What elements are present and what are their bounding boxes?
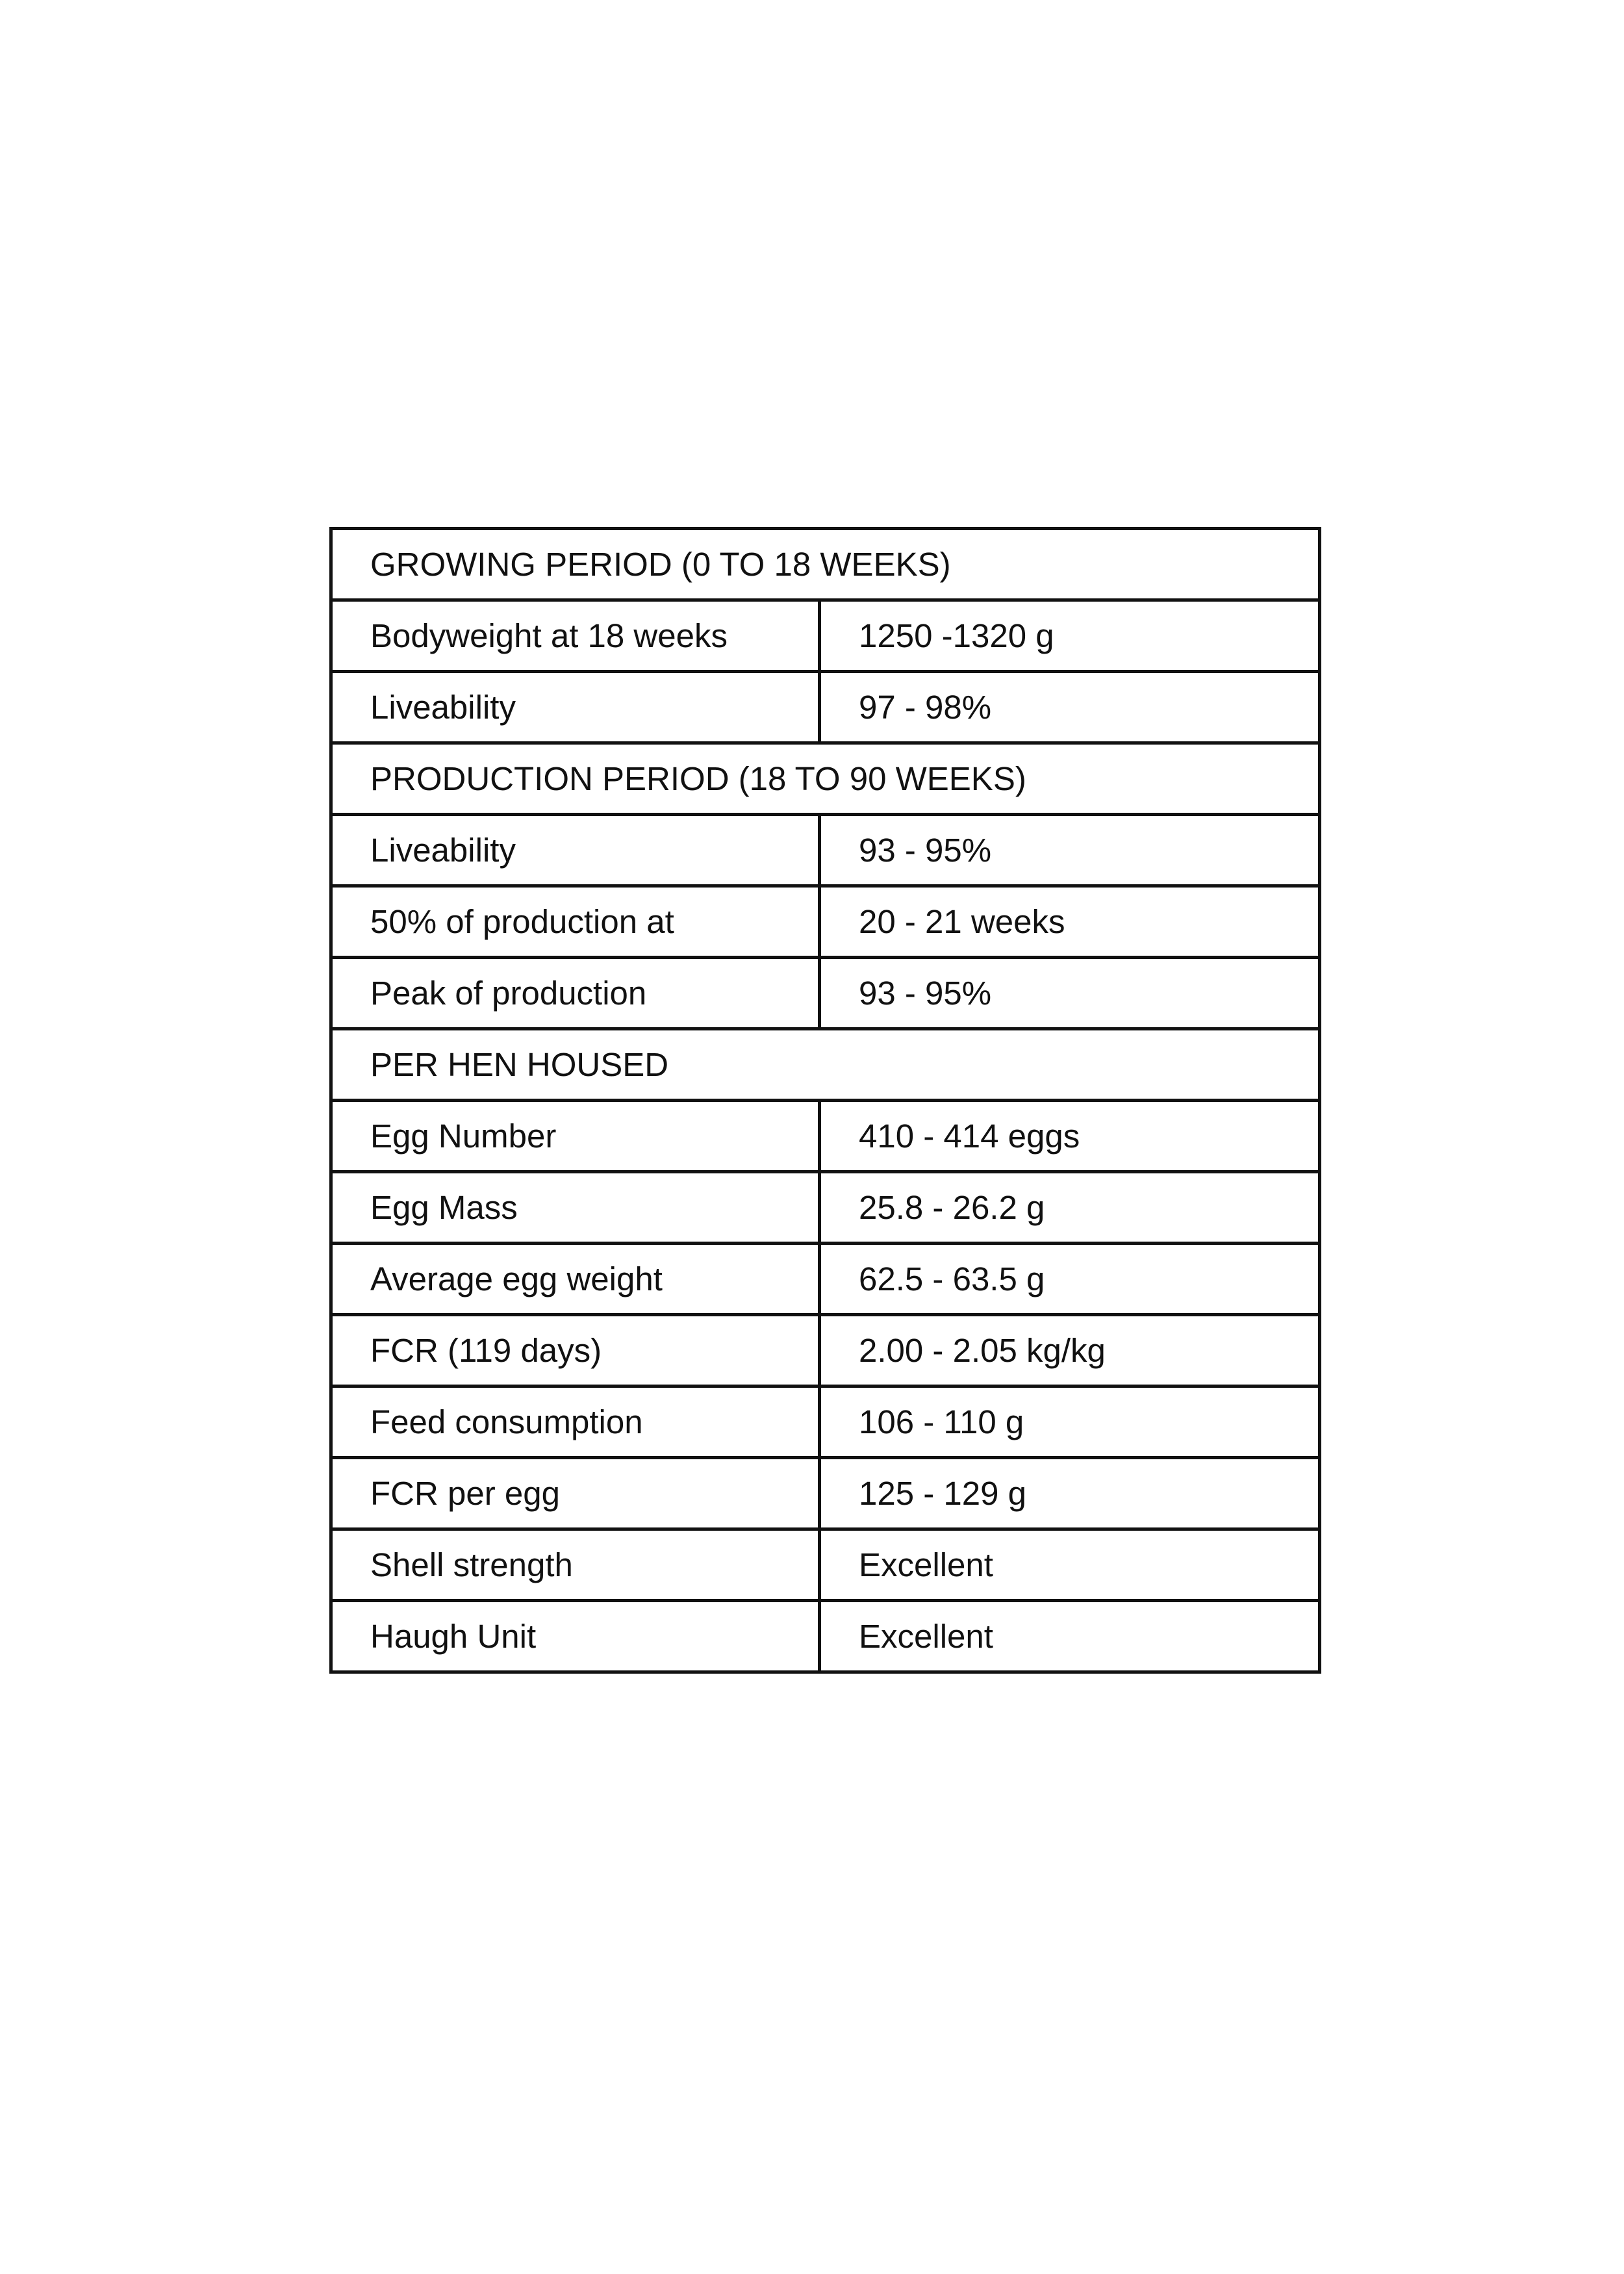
row-label: Haugh Unit bbox=[331, 1601, 820, 1672]
row-label: FCR per egg bbox=[331, 1458, 820, 1529]
row-label: Liveability bbox=[331, 815, 820, 886]
row-value: 106 - 110 g bbox=[820, 1386, 1320, 1458]
table-row bbox=[331, 1458, 1320, 1529]
table-row bbox=[331, 1172, 1320, 1244]
table-row bbox=[331, 600, 1320, 672]
table-row bbox=[331, 1386, 1320, 1458]
section-title: PER HEN HOUSED bbox=[331, 1029, 1320, 1101]
table-row bbox=[331, 1529, 1320, 1601]
row-value: 410 - 414 eggs bbox=[820, 1101, 1320, 1172]
section-header-row bbox=[331, 743, 1320, 815]
row-value: 25.8 - 26.2 g bbox=[820, 1172, 1320, 1244]
table-row bbox=[331, 1244, 1320, 1315]
table-row bbox=[331, 815, 1320, 886]
row-label: Egg Number bbox=[331, 1101, 820, 1172]
table-row bbox=[331, 1601, 1320, 1672]
row-label: FCR (119 days) bbox=[331, 1315, 820, 1386]
row-value: 97 - 98% bbox=[820, 672, 1320, 743]
row-value: 2.00 - 2.05 kg/kg bbox=[820, 1315, 1320, 1386]
table-row bbox=[331, 958, 1320, 1029]
section-header-row bbox=[331, 1029, 1320, 1101]
row-value: 93 - 95% bbox=[820, 815, 1320, 886]
row-value: 20 - 21 weeks bbox=[820, 886, 1320, 958]
row-label: Liveability bbox=[331, 672, 820, 743]
row-value: 125 - 129 g bbox=[820, 1458, 1320, 1529]
row-value: 1250 -1320 g bbox=[820, 600, 1320, 672]
performance-spec-table bbox=[329, 527, 1321, 1674]
row-label: Bodyweight at 18 weeks bbox=[331, 600, 820, 672]
row-value: 93 - 95% bbox=[820, 958, 1320, 1029]
table-row bbox=[331, 1101, 1320, 1172]
table-row bbox=[331, 1315, 1320, 1386]
section-header-row bbox=[331, 529, 1320, 600]
row-label: Average egg weight bbox=[331, 1244, 820, 1315]
spec-table-body bbox=[331, 529, 1320, 1672]
row-value: Excellent bbox=[820, 1601, 1320, 1672]
row-label: Feed consumption bbox=[331, 1386, 820, 1458]
section-title: PRODUCTION PERIOD (18 TO 90 WEEKS) bbox=[331, 743, 1320, 815]
row-value: Excellent bbox=[820, 1529, 1320, 1601]
section-title: GROWING PERIOD (0 TO 18 WEEKS) bbox=[331, 529, 1320, 600]
row-label: Egg Mass bbox=[331, 1172, 820, 1244]
row-label: 50% of production at bbox=[331, 886, 820, 958]
row-value: 62.5 - 63.5 g bbox=[820, 1244, 1320, 1315]
table-row bbox=[331, 672, 1320, 743]
row-label: Peak of production bbox=[331, 958, 820, 1029]
row-label: Shell strength bbox=[331, 1529, 820, 1601]
table-row bbox=[331, 886, 1320, 958]
